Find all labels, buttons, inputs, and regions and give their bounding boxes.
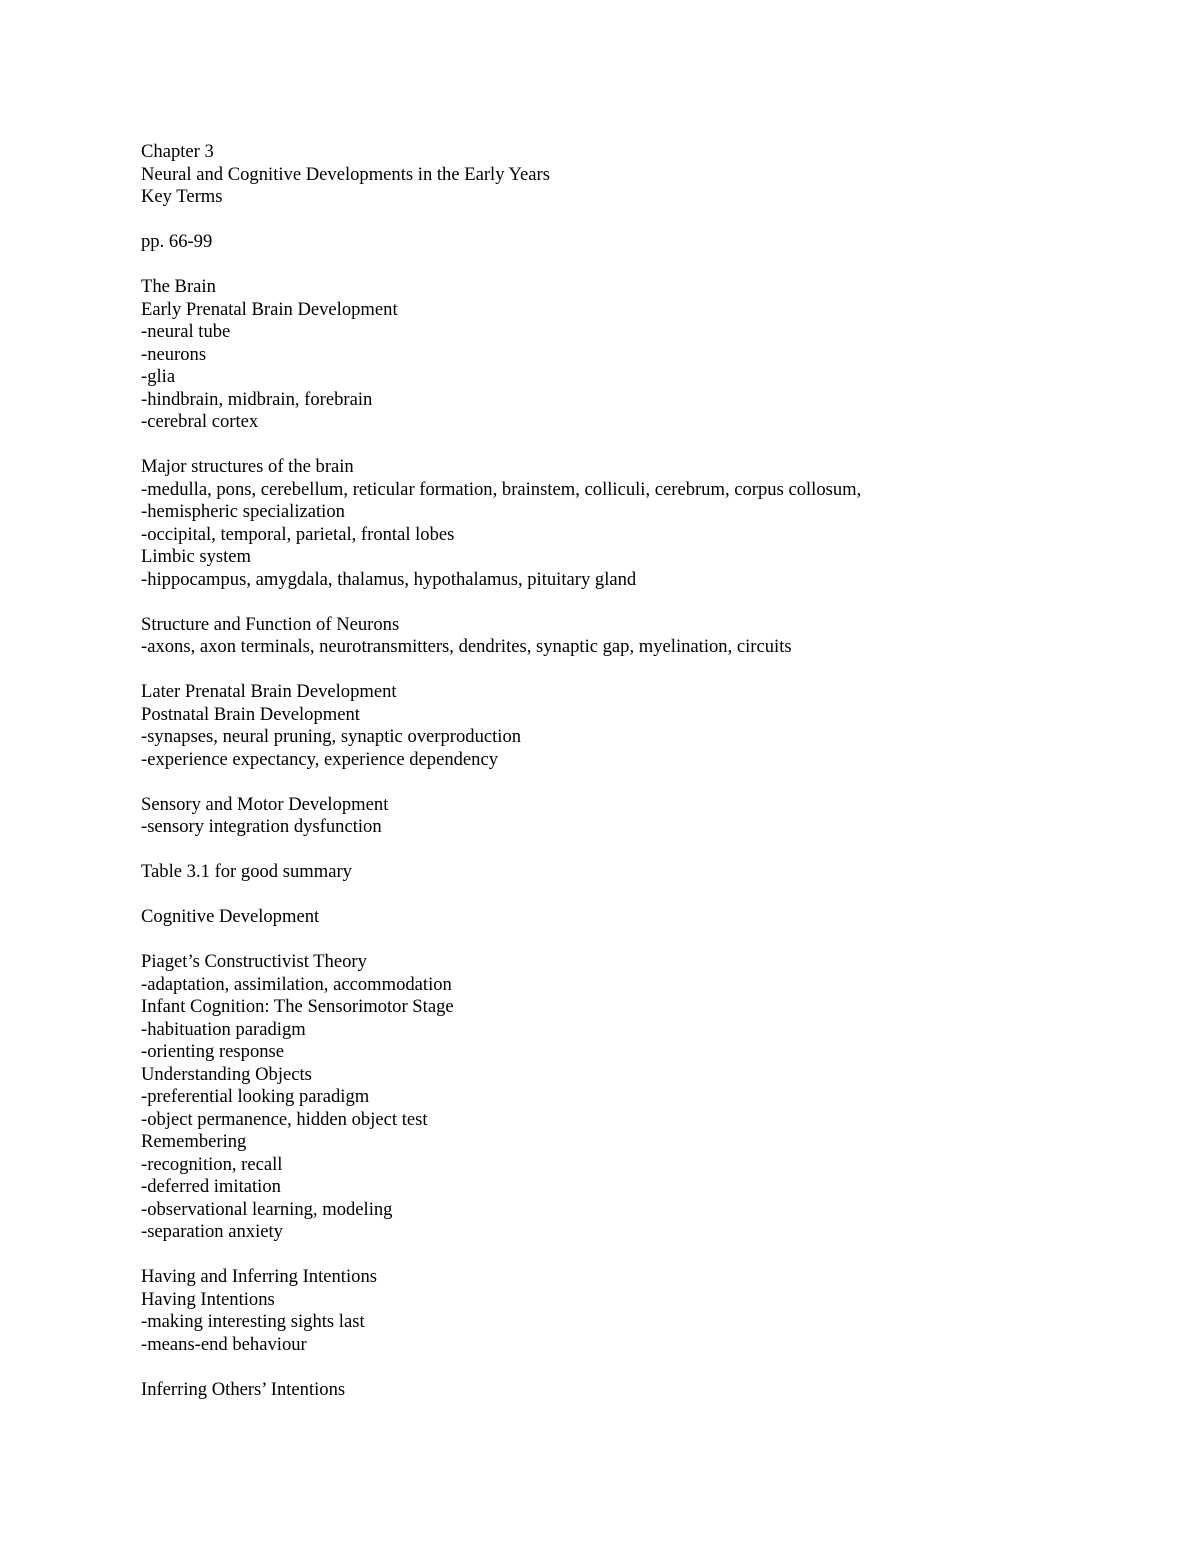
term-list-line: -observational learning, modeling	[141, 1198, 393, 1220]
section-heading: Early Prenatal Brain Development	[141, 298, 398, 320]
blank-line	[141, 659, 1141, 682]
document-body	[141, 141, 1141, 1401]
term-section	[141, 951, 1141, 1244]
section-heading: Postnatal Brain Development	[141, 703, 360, 725]
term-list-line: -deferred imitation	[141, 1176, 281, 1197]
term-list-line: -making interesting sights last	[141, 1311, 365, 1332]
term-list-line: -occipital, temporal, parietal, frontal lobes	[141, 523, 455, 545]
term-section	[141, 906, 1141, 929]
blank-line	[141, 839, 1141, 862]
section-heading: Major structures of the brain	[141, 456, 354, 477]
term-section	[141, 276, 1141, 434]
section-heading: Inferring Others’ Intentions	[141, 1378, 346, 1400]
section-heading: Structure and Function of Neurons	[141, 613, 400, 635]
blank-line	[141, 771, 1141, 794]
term-list-line: -orienting response	[141, 1041, 285, 1062]
chapter-subtitle: Key Terms	[141, 186, 223, 207]
term-list-line: -medulla, pons, cerebellum, reticular formation, brainstem, colliculi, cerebrum, corpus collosum,	[141, 478, 862, 500]
term-list-line: -hemispheric specialization	[141, 501, 345, 522]
term-list-line: -means-end behaviour	[141, 1333, 307, 1355]
term-list-line: -glia	[141, 366, 176, 387]
term-list-line: -hippocampus, amygdala, thalamus, hypothalamus, pituitary gland	[141, 568, 637, 590]
section-heading: Understanding Objects	[141, 1063, 312, 1085]
term-section	[141, 794, 1141, 839]
blank-line	[141, 434, 1141, 457]
section-heading: Having and Inferring Intentions	[141, 1266, 377, 1287]
section-heading: Cognitive Development	[141, 906, 320, 927]
page-range: pp. 66-99	[141, 231, 213, 252]
blank-line	[141, 1244, 1141, 1267]
term-list-line: -cerebral cortex	[141, 411, 259, 432]
blank-line	[141, 929, 1141, 952]
term-list-line: -adaptation, assimilation, accommodation	[141, 973, 452, 995]
term-list-line: -recognition, recall	[141, 1153, 283, 1175]
blank-line	[141, 884, 1141, 907]
term-section	[141, 681, 1141, 771]
term-list-line: -object permanence, hidden object test	[141, 1108, 428, 1130]
term-section	[141, 456, 1141, 591]
term-list-line: -sensory integration dysfunction	[141, 816, 382, 837]
term-list-line: -axons, axon terminals, neurotransmitters, dendrites, synaptic gap, myelination, circuits	[141, 636, 792, 657]
blank-line	[141, 254, 1141, 277]
section-heading: Piaget’s Constructivist Theory	[141, 951, 367, 972]
key-terms-sections	[141, 276, 1141, 1401]
section-heading: Having Intentions	[141, 1288, 275, 1310]
section-heading: Table 3.1 for good summary	[141, 861, 352, 882]
term-list-line: -synapses, neural pruning, synaptic overproduction	[141, 726, 522, 747]
term-section	[141, 614, 1141, 659]
section-heading: Sensory and Motor Development	[141, 793, 389, 815]
term-list-line: -hindbrain, midbrain, forebrain	[141, 388, 373, 410]
section-heading: The Brain	[141, 276, 216, 297]
term-list-line: -neurons	[141, 343, 207, 365]
term-list-line: -experience expectancy, experience dependency	[141, 748, 499, 770]
term-list-line: -neural tube	[141, 321, 231, 342]
section-heading: Limbic system	[141, 546, 252, 567]
chapter-heading: Chapter 3	[141, 141, 214, 162]
blank-line	[141, 209, 1141, 232]
term-list-line: -preferential looking paradigm	[141, 1086, 370, 1107]
term-list-line: -habituation paradigm	[141, 1018, 306, 1040]
section-heading: Later Prenatal Brain Development	[141, 681, 397, 702]
term-section	[141, 1379, 1141, 1402]
term-list-line: -separation anxiety	[141, 1221, 283, 1242]
term-section	[141, 861, 1141, 884]
blank-line	[141, 591, 1141, 614]
term-section	[141, 1266, 1141, 1356]
section-heading: Remembering	[141, 1131, 247, 1152]
chapter-title: Neural and Cognitive Developments in the Early Years	[141, 163, 550, 185]
section-heading: Infant Cognition: The Sensorimotor Stage	[141, 996, 454, 1017]
blank-line	[141, 1356, 1141, 1379]
